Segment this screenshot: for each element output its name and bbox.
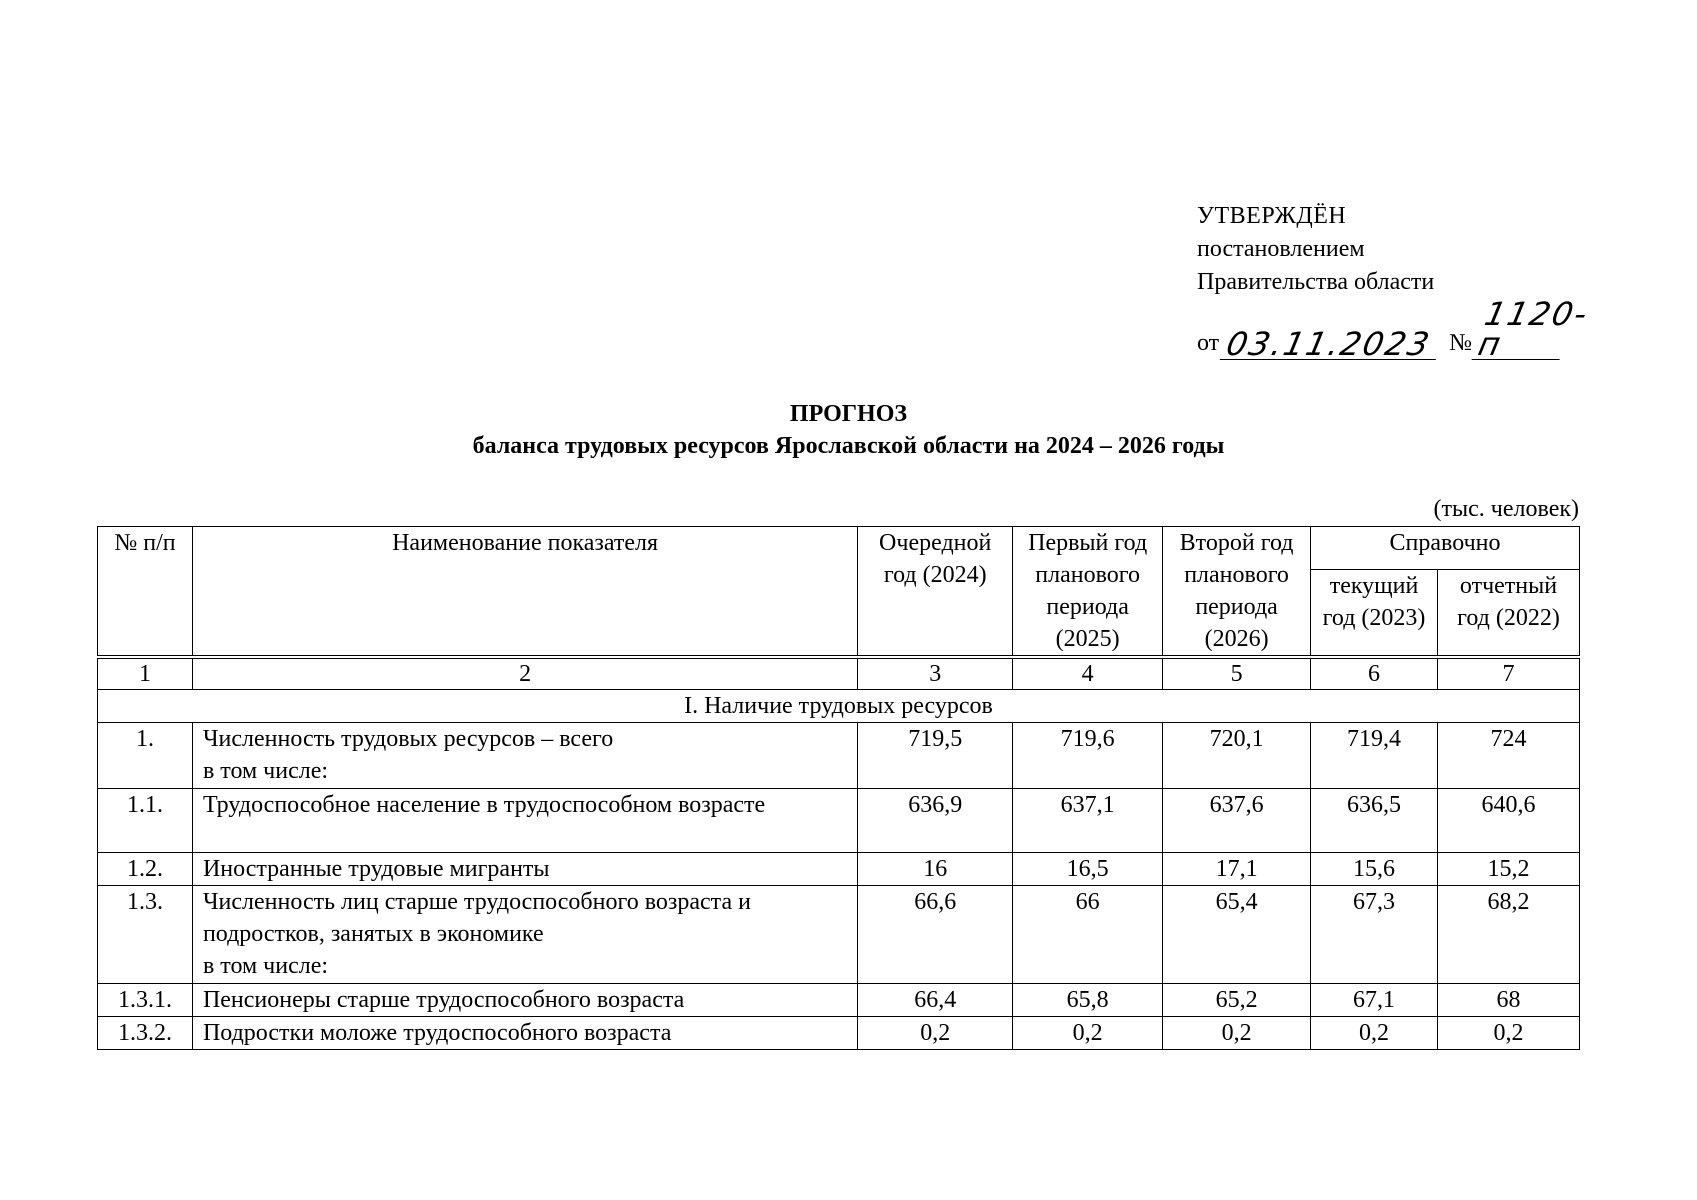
table-row	[98, 984, 1580, 1017]
value-2025: 65,8	[1013, 984, 1163, 1017]
header-reference: Справочно	[1311, 527, 1580, 570]
section-title: I. Наличие трудовых ресурсов	[98, 690, 1580, 723]
value-2022: 0,2	[1438, 1017, 1580, 1050]
value-2022: 15,2	[1438, 853, 1580, 886]
approval-prefix: от	[1197, 330, 1220, 356]
value-2022: 68	[1438, 984, 1580, 1017]
row-num: 1.2.	[98, 853, 193, 886]
value-2026: 17,1	[1163, 853, 1311, 886]
value-2024: 16	[858, 853, 1013, 886]
row-num: 1.3.1.	[98, 984, 193, 1017]
table-row	[98, 886, 1580, 984]
header-2025: Первый год планового периода (2025)	[1013, 527, 1163, 658]
value-2023: 0,2	[1311, 1017, 1438, 1050]
table-row	[98, 723, 1580, 789]
index-cell: 1	[98, 657, 193, 690]
header-row-1	[98, 527, 1580, 570]
header-num: № п/п	[98, 527, 193, 658]
document-title-sub: баланса трудовых ресурсов Ярославской области на 2024 – 2026 годы	[472, 433, 1225, 459]
value-2022: 640,6	[1438, 789, 1580, 853]
value-2026: 720,1	[1163, 723, 1311, 789]
row-num: 1.3.2.	[98, 1017, 193, 1050]
value-2023: 67,1	[1311, 984, 1438, 1017]
index-cell: 2	[192, 657, 857, 690]
index-cell: 7	[1438, 657, 1580, 690]
units-label: (тыс. человек)	[1433, 496, 1579, 522]
index-cell: 4	[1013, 657, 1163, 690]
value-2024: 0,2	[858, 1017, 1013, 1050]
table-row	[98, 789, 1580, 853]
row-name: Иностранные трудовые мигранты	[192, 853, 857, 886]
value-2023: 15,6	[1311, 853, 1438, 886]
value-2024: 66,6	[858, 886, 1013, 984]
value-2023: 719,4	[1311, 723, 1438, 789]
value-2023: 636,5	[1311, 789, 1438, 853]
value-2025: 637,1	[1013, 789, 1163, 853]
row-num: 1.3.	[98, 886, 193, 984]
row-num: 1.	[98, 723, 193, 789]
index-row	[98, 657, 1580, 690]
value-2025: 0,2	[1013, 1017, 1163, 1050]
index-cell: 5	[1163, 657, 1311, 690]
table-row	[98, 1017, 1580, 1050]
table-row	[98, 853, 1580, 886]
row-name: Подростки моложе трудоспособного возраста	[192, 1017, 857, 1050]
value-2023: 67,3	[1311, 886, 1438, 984]
index-cell: 3	[858, 657, 1013, 690]
approval-signature-line	[1197, 295, 1593, 363]
value-2026: 65,2	[1163, 984, 1311, 1017]
row-num: 1.1.	[98, 789, 193, 853]
approval-line-3: Правительства области	[1197, 269, 1435, 295]
handwritten-date: 03.11.2023	[1220, 329, 1443, 360]
row-name: Численность трудовых ресурсов – всего в том числе:	[192, 723, 857, 789]
section-row	[98, 690, 1580, 723]
handwritten-number: 1120-п	[1472, 299, 1573, 360]
value-2026: 637,6	[1163, 789, 1311, 853]
row-name: Пенсионеры старше трудоспособного возраста	[192, 984, 857, 1017]
value-2022: 68,2	[1438, 886, 1580, 984]
value-2024: 719,5	[858, 723, 1013, 789]
value-2022: 724	[1438, 723, 1580, 789]
approval-status: УТВЕРЖДЁН	[1197, 203, 1347, 229]
value-2026: 0,2	[1163, 1017, 1311, 1050]
value-2025: 16,5	[1013, 853, 1163, 886]
approval-line-2: постановлением	[1197, 236, 1365, 262]
forecast-table	[97, 526, 1580, 1050]
header-2026: Второй год планового периода (2026)	[1163, 527, 1311, 658]
row-name: Численность лиц старше трудоспособного возраста и подростков, занятых в экономике в том числе:	[192, 886, 857, 984]
header-2024: Очередной год (2024)	[858, 527, 1013, 658]
value-2025: 66	[1013, 886, 1163, 984]
value-2025: 719,6	[1013, 723, 1163, 789]
row-name: Трудоспособное население в трудоспособном возрасте	[192, 789, 857, 853]
header-name: Наименование показателя	[192, 527, 857, 658]
value-2026: 65,4	[1163, 886, 1311, 984]
header-2022: отчетный год (2022)	[1438, 570, 1580, 657]
header-2023: текущий год (2023)	[1311, 570, 1438, 657]
value-2024: 66,4	[858, 984, 1013, 1017]
value-2024: 636,9	[858, 789, 1013, 853]
document-title	[0, 398, 1697, 462]
approval-block	[1197, 200, 1593, 363]
number-sign: №	[1449, 330, 1473, 356]
index-cell: 6	[1311, 657, 1438, 690]
document-title-main: ПРОГНОЗ	[789, 401, 908, 427]
